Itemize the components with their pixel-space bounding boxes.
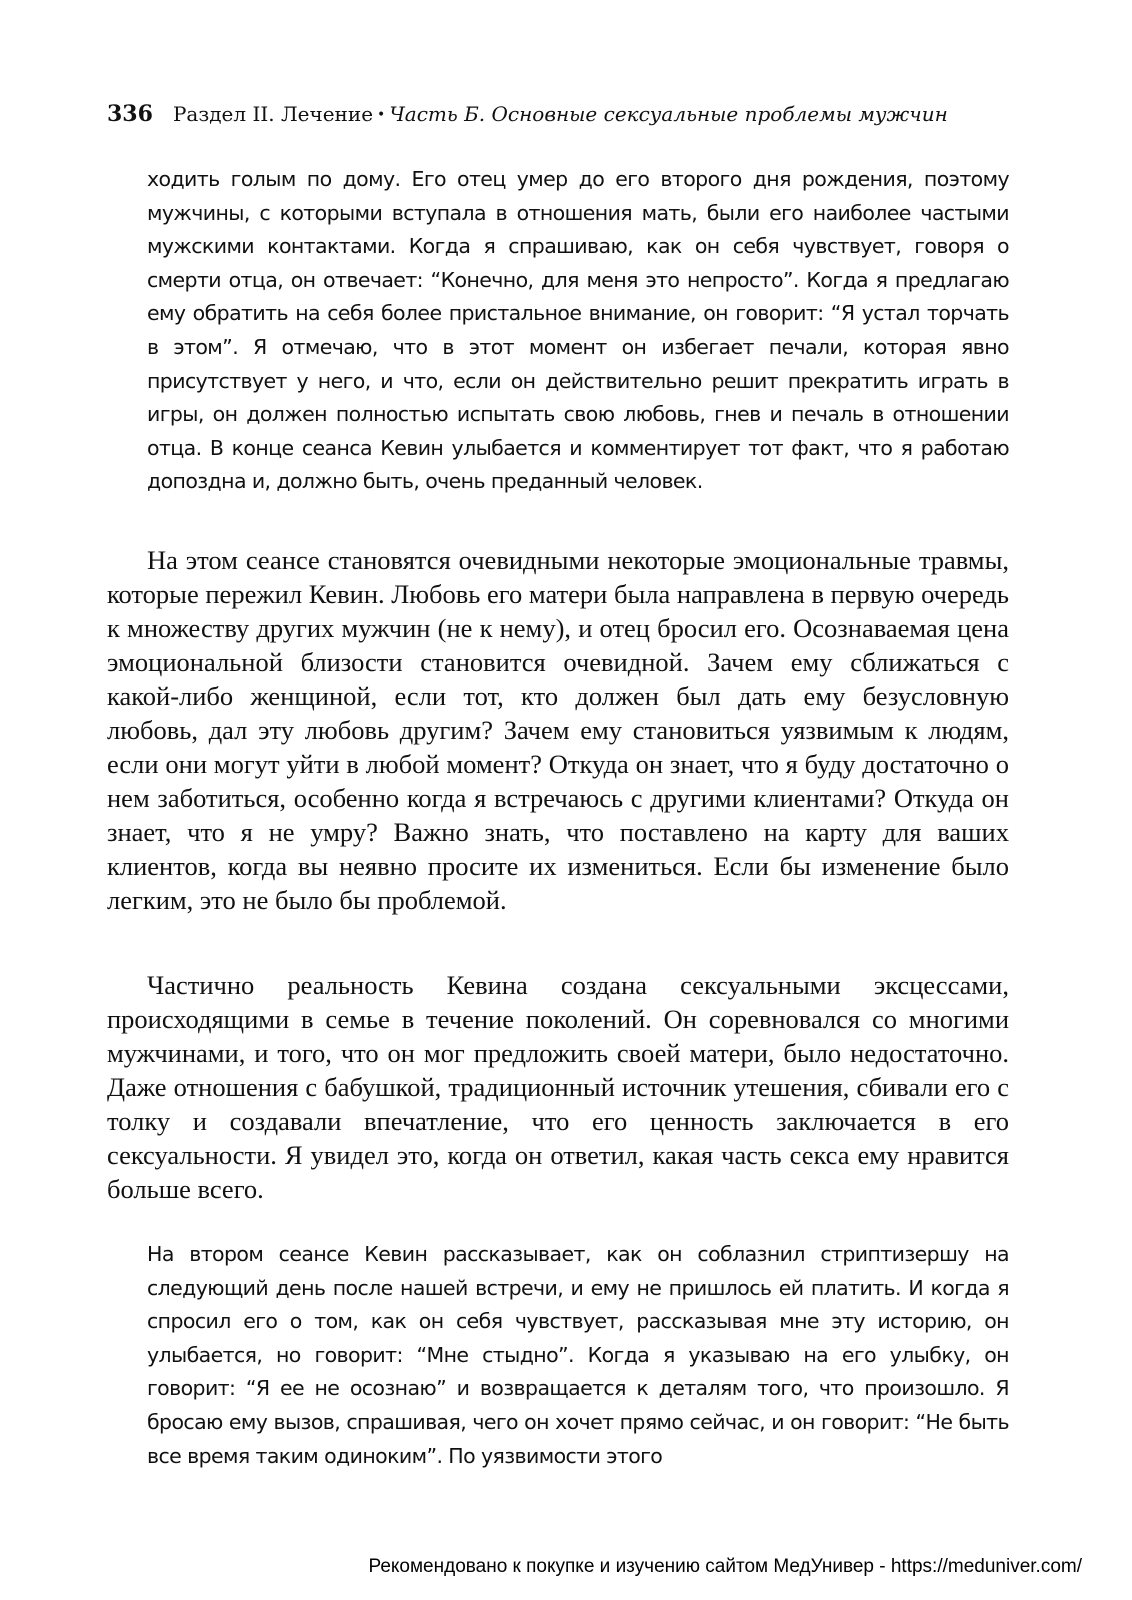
case-example-block-1: ходить голым по дому. Его отец умер до его второго дня рождения, поэтому мужчины, с которыми вступала в отношения мать, были его наиболее частыми мужскими контактами. Когда я спрашиваю, как он себя чувствует, говоря о смерти отца, он отвечает: “Конечно, для меня это непросто”. Когда я предлагаю ему обратить на себя более пристальное внимание, он говорит: “Я устал торчать в этом”. Я отмечаю, что в этот момент он избегает печали, которая явно присутствует у него, и что, если он действительно решит прекратить играть в игры, он должен полностью испытать свою любовь, гнев и печаль в отношении отца. В конце сеанса Кевин улыбается и комментирует тот факт, что я работаю допоздна и, должно быть, очень преданный человек. bbox=[147, 167, 1009, 494]
case-example-block-2: На втором сеансе Кевин рассказывает, как он соблазнил стриптизершу на следующий день после нашей встречи, и ему не пришлось ей платить. И когда я спросил его о том, как он себя чувствует, рассказывая мне эту историю, он улыбается, но говорит: “Мне стыдно”. Когда я указываю на его улыбку, он говорит: “Я ее не осознаю” и возвращается к деталям того, что произошло. Я бросаю ему вызов, спрашивая, чего он хочет прямо сейчас, и он говорит: “Не быть все время таким одиноким”. По уязвимости этого bbox=[147, 1242, 1009, 1468]
body-paragraph-2: Частично реальность Кевина создана сексуальными эксцессами, происходящими в семье в течение поколений. Он соревновался со многими мужчинами, и того, что он мог предложить своей матери, было недостаточно. Даже отношения с бабушкой, традиционный источник утешения, сбивали его с толку и создавали впечатление, что его ценность заключается в его сексуальности. Я увидел это, когда он ответил, какая часть секса ему нравится больше всего. bbox=[107, 970, 1009, 1204]
header-separator: • bbox=[377, 107, 386, 123]
body-paragraph-1: На этом сеансе становятся очевидными некоторые эмоциональные травмы, которые пережил Кевин. Любовь его матери была направлена в первую очередь к множеству других мужчин (не к нему), и отец бросил его. Осознаваемая цена эмоциональной близости становится очевидной. Зачем ему сближаться с какой-либо женщиной, если тот, кто должен был дать ему безусловную любовь, дал эту любовь другим? Зачем ему становиться уязвимым к людям, если они могут уйти в любой момент? Откуда он знает, что я буду достаточно о нем заботиться, особенно когда я встречаюсь с другими клиентами? Откуда он знает, что я не умру? Важно знать, что поставлено на карту для ваших клиентов, когда вы неявно просите их измениться. Если бы изменение было легким, это не было бы проблемой. bbox=[107, 545, 1009, 915]
part-title: Часть Б. Основные сексуальные проблемы мужчин bbox=[389, 102, 948, 126]
page-number: 336 bbox=[107, 101, 153, 127]
footer-watermark: Рекомендовано к покупке и изучению сайтом МедУнивер - https://meduniver.com/ bbox=[368, 1556, 1082, 1577]
section-title: Раздел II. Лечение bbox=[172, 102, 374, 126]
running-header bbox=[107, 100, 1047, 131]
